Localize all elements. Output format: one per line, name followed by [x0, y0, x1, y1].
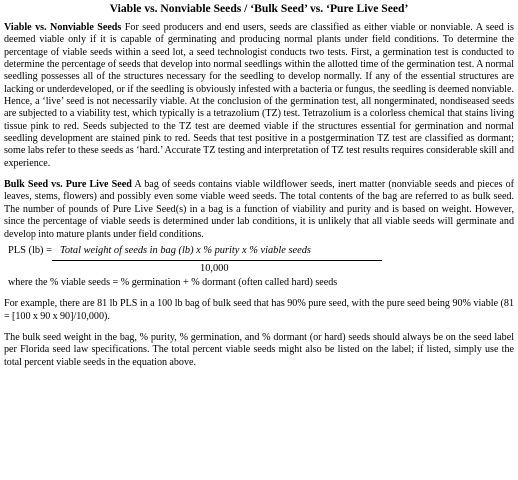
equation-denominator: 10,000 — [200, 262, 229, 274]
equation-numerator-text: Total weight of seeds in bag (lb) x % purity x % viable seeds — [60, 244, 311, 256]
section-heading-bulk-pls: Bulk Seed vs. Pure Live Seed — [4, 179, 132, 191]
section-heading-viable-nonviable: Viable vs. Nonviable Seeds — [4, 22, 122, 33]
section-body-viable-nonviable: For seed producers and end users, seeds are classified as either viable or nonviable. A seed is deemed viable only if it is capable of germinating and producing normal plants under field conditions. To determine the percentage of viable seeds within a seed lot, a seed technologist conducts two tests. First, a germination test is conducted to determine the percentage of seeds that develop into normal seedlings within the allotted time of the germination test. A normal seedling possesses all of the structures necessary for the seedling to develop normally. If any of the essential structures are lacking or underdeveloped, or if the seedling is obviously infested with a bacteria or fungus, the seedling is deemed nonviable. Hence, a ‘live’ seed is not necessarily viable. At the conclusion of the germination test, all nongerminated, nondiseased seeds are subjected to a viability test, which typically is a tetrazolium (TZ) test. Tetrazolium is a colorless chemical that stains living tissue pink to red. Seeds subjected to the TZ test are deemed viable if the structures essential for germination and normal seedling development are stained pink to red. Seeds that test positive in a postgermination TZ test are classified as dormant; some labs refer to these seeds as ‘hard.’ Accurate TZ testing and interpretation of TZ test results requires considerable skill and experience. — [4, 22, 514, 169]
fraction-bar — [52, 260, 382, 261]
paragraph-bulk-pls — [4, 179, 514, 241]
pls-equation — [4, 245, 514, 275]
paragraph-closing: The bulk seed weight in the bag, % purity, % germination, and % dormant (or hard) seeds should always be on the seed label per Florida seed law specifications. The total percent viable seeds might also be listed on the label; if listed, simply use the total percent viable seeds in the equation above. — [4, 331, 514, 368]
equation-where-line: where the % viable seeds = % germination + % dormant (often called hard) seeds — [8, 276, 338, 288]
section-body-bulk-pls: A bag of seeds contains viable wildflower seeds, inert matter (nonviable seeds and pieces of leaves, stems, flowers) and possibly even some viable weed seeds. The total contents of the bag are referred to as bulk seed. The number of pounds of Pure Live Seed(s) in a bag is a function of viability and purity and is based on weight. However, since the percentage of viable seeds is determined under lab conditions, it is unlikely that all viable seeds will germinate and develop into mature plants under field conditions. — [4, 179, 514, 240]
document-title: Viable vs. Nonviable Seeds / ‘Bulk Seed’ vs. ‘Pure Live Seed’ — [109, 2, 409, 15]
equation-lhs: PLS (lb) = — [8, 244, 52, 256]
paragraph-example: For example, there are 81 lb PLS in a 100 lb bag of bulk seed that has 90% pure seed, with the pure seed being 90% viable (81 = [100 x 90 x 90]/10,000). — [4, 298, 514, 322]
equation-numerator — [60, 245, 311, 256]
paragraph-viable-nonviable — [4, 22, 514, 170]
